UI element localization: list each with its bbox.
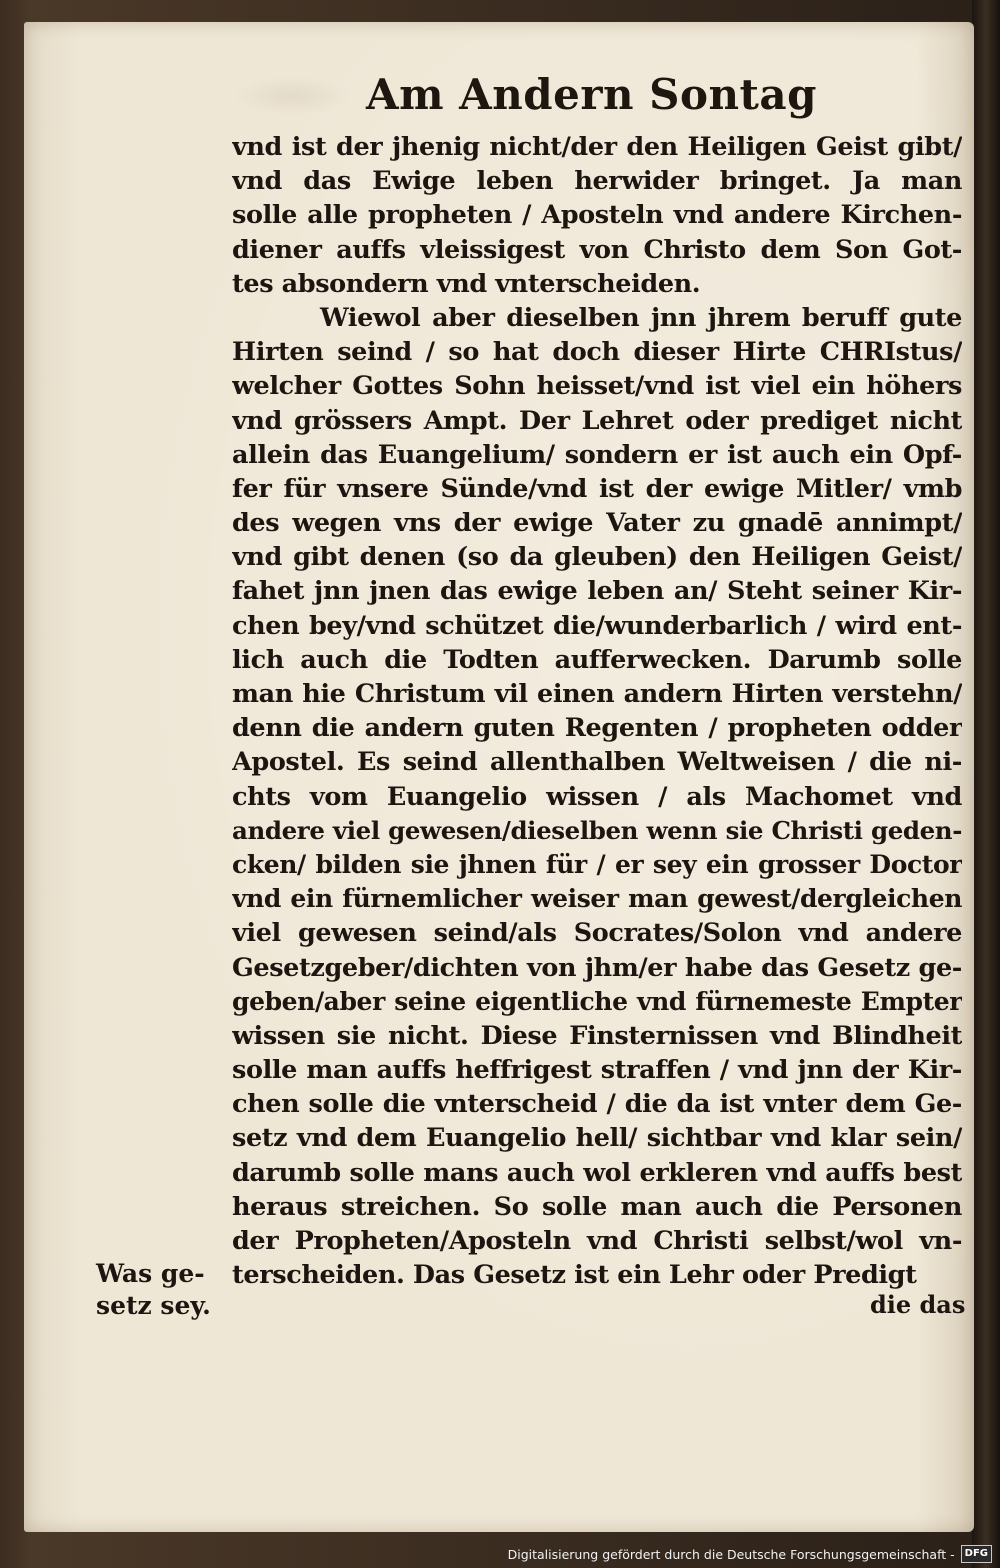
text-line: Apostel. Es seind allenthalben Weltweisen / die ni- [232,747,962,778]
text-line: vnd ein fürnemlicher weiser man gewest/dergleichen [232,884,962,914]
text-line: chen bey/vnd schützet die/wunderbarlich / wird ent- [232,610,962,641]
text-line: chen solle die vnterscheid / die da ist vnter dem Ge- [232,1089,962,1120]
text-line: der Propheten/Aposteln vnd Christi selbst/wol vn- [232,1226,962,1256]
digitization-footer [508,1542,992,1566]
text-line: Hirten seind / so hat doch dieser Hirte CHRIstus/ [232,337,962,368]
text-line: vnd gibt denen (so da gleuben) den Heiligen Geist/ [232,542,962,573]
funding-credit: Digitalisierung gefördert durch die Deutsche Forschungsgemeinschaft - [507,1546,955,1562]
text-line: fer für vnsere Sünde/vnd ist der ewige Mitler/ vmb [232,473,962,504]
text-line: denn die andern guten Regenten / propheten odder [232,713,962,744]
text-line: andere viel gewesen/dieselben wenn sie Christi geden- [232,815,962,845]
marginal-note-line: Was ge- [96,1259,205,1288]
text-line: diener auffs vleissigest von Christo dem Son Got- [232,234,962,265]
dfg-logo: DFG [961,1545,992,1563]
marginal-note-line: setz sey. [96,1291,211,1320]
text-line: terscheiden. Das Gesetz ist ein Lehr oder Predigt [232,1260,917,1291]
text-line: man hie Christum vil einen andern Hirten verstehn/ [232,679,962,709]
text-line: tes absondern vnd vnterscheiden. [232,268,701,299]
text-line: geben/aber seine eigentliche vnd fürnemeste Empter [232,986,962,1016]
text-line: wissen sie nicht. Diese Finsternissen vnd Blindheit [232,1020,962,1051]
body-text [232,130,962,1292]
text-line: chts vom Euangelio wissen / als Machomet vnd [232,781,962,812]
text-line: fahet jnn jnen das ewige leben an/ Steht seiner Kir- [232,576,962,607]
text-line: welcher Gottes Sohn heisset/vnd ist viel ein höhers [232,371,962,402]
text-line: viel gewesen seind/als Socrates/Solon vnd andere [232,918,962,949]
text-line: vnd das Ewige leben herwider bringet. Ja man [232,166,962,197]
marginal-note [96,1258,226,1322]
text-line: setz vnd dem Euangelio hell/ sichtbar vnd klar sein/ [232,1123,962,1154]
text-line: Gesetzgeber/dichten von jhm/er habe das Gesetz ge- [232,952,962,983]
text-line: allein das Euangelium/ sondern er ist auch ein Opf- [232,439,962,470]
text-line: Wiewol aber dieselben jnn jhrem beruff gute [320,302,962,333]
text-line: lich auch die Todten aufferwecken. Darumb solle [232,644,962,675]
book-edge [972,0,1000,1568]
text-line: solle man auffs heffrigest straffen / vnd jnn der Kir- [232,1055,962,1086]
text-line: solle alle propheten / Aposteln vnd andere Kirchen- [232,200,962,231]
text-line: cken/ bilden sie jhnen für / er sey ein grosser Doctor [232,849,962,879]
catchword: die das [870,1290,966,1319]
text-line: darumb solle mans auch wol erkleren vnd auffs best [232,1157,962,1188]
text-line: des wegen vns der ewige Vater zu gnadē annimpt/ [232,508,962,539]
running-title: Am Andern Sontag [366,70,818,119]
text-line: vnd grössers Ampt. Der Lehret oder prediget nicht [232,405,962,436]
text-line: heraus streichen. So solle man auch die Personen [232,1191,962,1222]
text-line: vnd ist der jhenig nicht/der den Heiligen Geist gibt/ [232,132,962,162]
ink-bleed-through [232,76,352,116]
